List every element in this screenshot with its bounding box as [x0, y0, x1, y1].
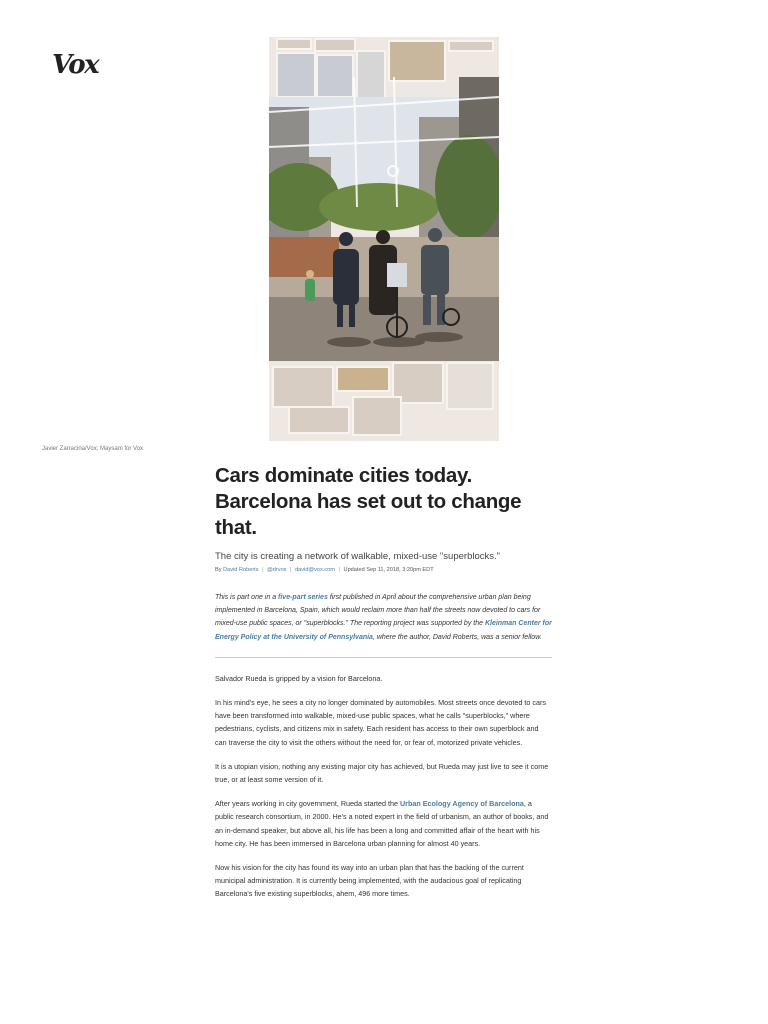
paragraph: It is a utopian vision, nothing any existing major city has achieved, but Rueda may just live to see it come true, or at least some version of it. [215, 761, 549, 785]
article-body [215, 672, 552, 901]
series-link[interactable]: five-part series [278, 594, 328, 601]
paragraph: Now his vision for the city has found its way into an urban plan that has the backing of the current municipal administration. It is currently being implemented, with the audacious goal of replicating Barcelona's five existing superblocks, ahem, 496 more times. [215, 863, 524, 899]
article-headline: Cars dominate cities today. Barcelona has set out to change that. [215, 464, 522, 539]
byline [215, 567, 552, 573]
paragraph-text: , a public research consortium, in 2000. He's a noted expert in the field of urbanism, an author of books, and an in-demand speaker, but above all, his life has been a long and committed affair of the heart with his home city. He has been immersed in Barcelona urban planning for almost 40 years. [215, 799, 549, 848]
street-photo-map-collage [269, 37, 499, 441]
urban-ecology-agency-link[interactable]: Urban Ecology Agency of Barcelona [399, 799, 524, 809]
byline-prefix: By [215, 567, 222, 573]
byline-separator: | [338, 567, 340, 573]
paragraph-text: After years working in city government, Rueda started the [215, 799, 400, 809]
byline-separator: | [262, 567, 264, 573]
kleinman-center-link[interactable]: Kleinman Center for Energy Policy at the University of Pennsylvania [215, 620, 552, 641]
email-link[interactable]: david@vox.com [295, 567, 335, 573]
hero-illustration [269, 37, 499, 441]
article [215, 463, 552, 912]
paragraph [215, 797, 552, 850]
editor-note-text: first published in April about the comprehensive urban plan being implemented in Barcelona, Spain, which would reclaim more than half the streets now devoted to cars for mixed-use public spaces, or "superblocks." The reporting project was supported by the [215, 594, 541, 628]
paragraph: Salvador Rueda is gripped by a vision for Barcelona. [215, 673, 383, 683]
vox-logo[interactable]: Vox [52, 50, 99, 80]
editor-note [215, 591, 552, 644]
divider [215, 657, 552, 658]
updated-timestamp: Updated Sep 11, 2018, 3:20pm EDT [343, 567, 434, 573]
article-dek: The city is creating a network of walkable, mixed-use "superblocks." [215, 551, 501, 562]
author-link[interactable]: David Roberts [223, 567, 259, 573]
editor-note-text: , where the author, David Roberts, was a senior fellow. [372, 633, 542, 641]
image-credit: Javier Zarracina/Vox; Maysam for Vox [42, 446, 144, 452]
paragraph: In his mind's eye, he sees a city no longer dominated by automobiles. Most streets once devoted to cars have been transformed into walkable, mixed-use public spaces, what he calls "superblocks," where pedestrians, cyclists, and citizens mix in safety. Each resident has access to their own superblock and can traverse the city to visit the others without the need for, or fear of, motorized private vehicles. [215, 698, 546, 747]
byline-separator: | [290, 567, 292, 573]
editor-note-text: This is part one in a [215, 594, 279, 601]
twitter-link[interactable]: @drvox [267, 567, 287, 573]
